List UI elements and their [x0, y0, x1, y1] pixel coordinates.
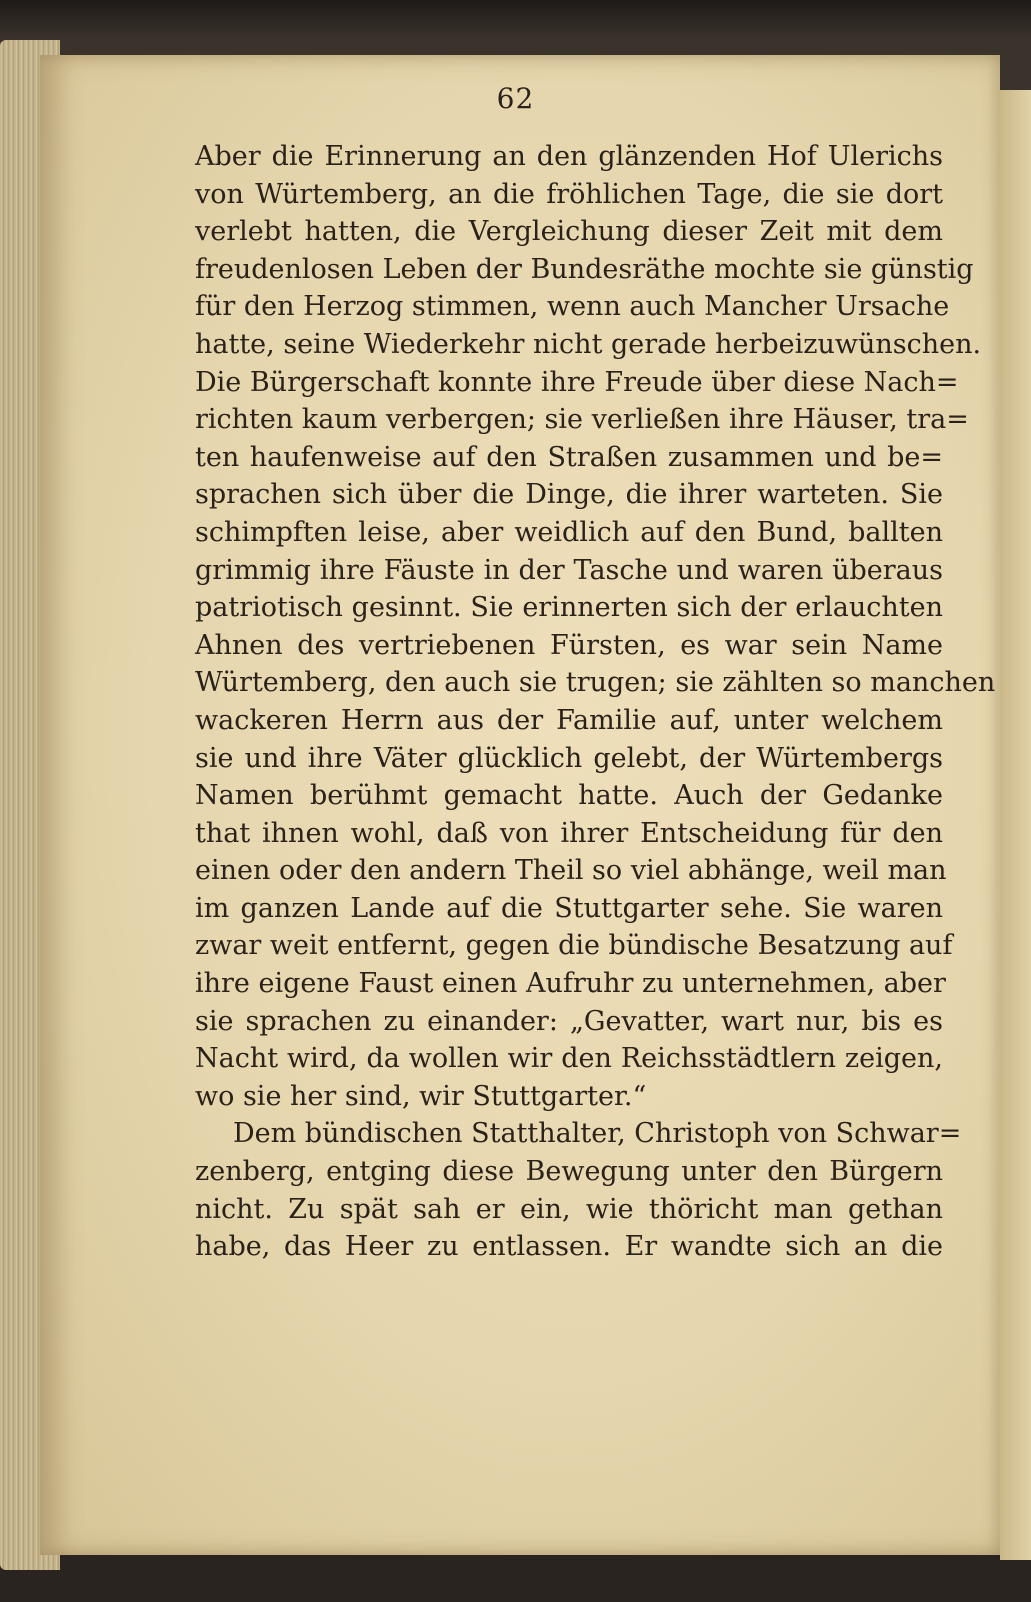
text-line: freudenlosen Leben der Bundesräthe mochte sie günstig: [195, 253, 974, 285]
text-line: richten kaum verbergen; sie verließen ihre Häuser, tra=: [195, 404, 969, 436]
text-line: Die Bürgerschaft konnte ihre Freude über diese Nach=: [195, 366, 959, 398]
text-line: sie und ihre Väter glücklich gelebt, der Würtembergs: [195, 742, 943, 774]
text-line: schimpften leise, aber weidlich auf den Bund, ballten: [195, 516, 943, 548]
text-line: wo sie her sind, wir Stuttgarter.“: [195, 1080, 647, 1112]
text-line: grimmig ihre Fäuste in der Tasche und waren überaus: [195, 554, 943, 586]
facing-page-edge: [1000, 90, 1031, 1560]
text-line: habe, das Heer zu entlassen. Er wandte sich an die: [195, 1231, 943, 1263]
text-line: patriotisch gesinnt. Sie erinnerten sich der erlauchten: [195, 592, 943, 624]
text-line: einen oder den andern Theil so viel abhänge, weil man: [195, 855, 947, 887]
text-line: Nacht wird, da wollen wir den Reichsstädtlern zeigen,: [195, 1043, 943, 1075]
text-line: zenberg, entging diese Bewegung unter den Bürgern: [195, 1156, 943, 1188]
text-line: Dem bündischen Statthalter, Christoph von Schwar=: [233, 1118, 962, 1150]
text-line: nicht. Zu spät sah er ein, wie thöricht man gethan: [195, 1193, 943, 1225]
text-line: von Würtemberg, an die fröhlichen Tage, die sie dort: [195, 178, 943, 210]
text-line: Aber die Erinnerung an den glänzenden Hof Ulerichs: [195, 141, 943, 172]
text-line: für den Herzog stimmen, wenn auch Mancher Ursache: [195, 291, 950, 323]
text-line: wackeren Herrn aus der Familie auf, unter welchem: [195, 704, 943, 736]
text-line: ten haufenweise auf den Straßen zusammen und be=: [195, 441, 943, 473]
text-line: Ahnen des vertriebenen Fürsten, es war sein Name: [195, 629, 943, 661]
text-line: hatte, seine Wiederkehr nicht gerade herbeizuwünschen.: [195, 328, 982, 360]
page-number: 62: [496, 82, 535, 115]
text-line: that ihnen wohl, daß von ihrer Entscheidung für den: [195, 817, 943, 849]
body-text: [195, 138, 996, 1266]
text-line: sie sprachen zu einander: „Gevatter, wart nur, bis es: [195, 1005, 943, 1037]
text-line: verlebt hatten, die Vergleichung dieser Zeit mit dem: [195, 216, 943, 248]
text-line: Würtemberg, den auch sie trugen; sie zählten so manchen: [195, 667, 996, 699]
text-line: ihre eigene Faust einen Aufruhr zu unternehmen, aber: [195, 968, 946, 1000]
text-line: zwar weit entfernt, gegen die bündische Besatzung auf: [195, 930, 953, 962]
text-line: im ganzen Lande auf die Stuttgarter sehe. Sie waren: [195, 892, 943, 924]
text-line: Namen berühmt gemacht hatte. Auch der Gedanke: [195, 780, 943, 812]
text-line: sprachen sich über die Dinge, die ihrer warteten. Sie: [195, 479, 943, 511]
